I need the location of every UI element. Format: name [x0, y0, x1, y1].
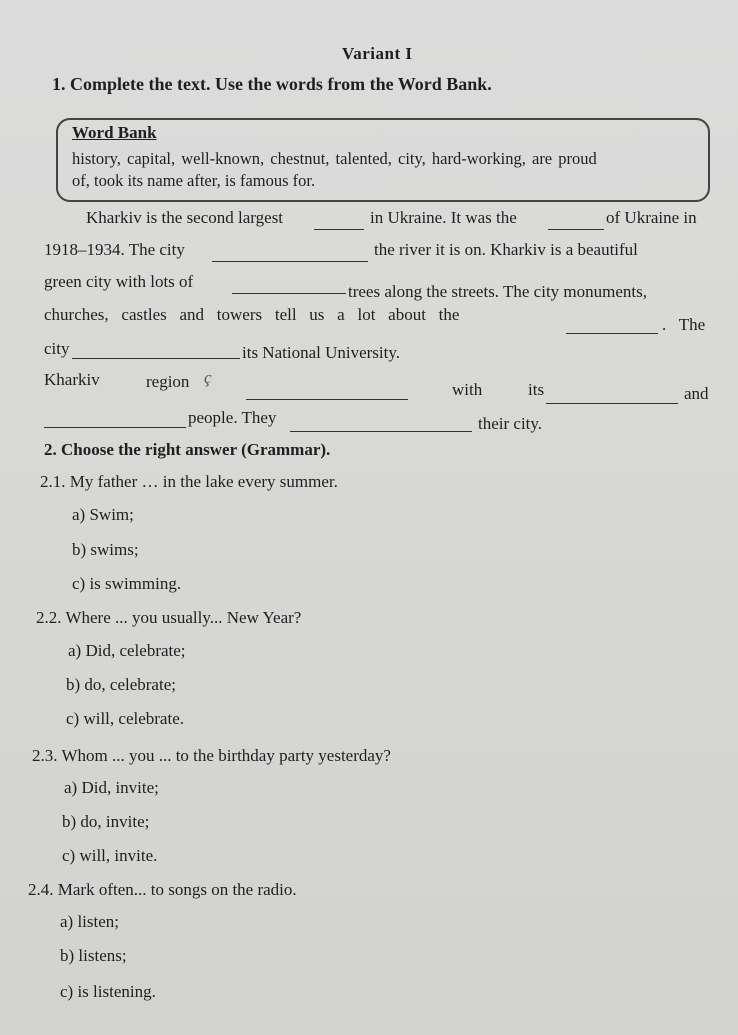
- answer-option: a) Did, celebrate;: [68, 641, 186, 660]
- answer-blank: [232, 292, 346, 294]
- answer-option: b) listens;: [60, 946, 127, 965]
- answer-option: a) Did, invite;: [64, 778, 159, 797]
- answer-blank: [546, 402, 678, 404]
- question-text: 2.1. My father … in the lake every summer.: [40, 472, 338, 491]
- answer-option: b) do, invite;: [62, 812, 150, 831]
- answer-blank: [44, 426, 186, 428]
- question-text: 2.4. Mark often... to songs on the radio.: [28, 880, 297, 899]
- text-fragment: with: [452, 380, 483, 399]
- answer-blank: [566, 332, 658, 334]
- answer-blank: [212, 260, 368, 262]
- text-fragment: its: [528, 380, 545, 399]
- text-fragment: Kharkiv: [44, 370, 100, 389]
- answer-blank: [246, 398, 408, 400]
- answer-option: b) swims;: [72, 540, 139, 559]
- text-fragment: and: [684, 384, 709, 403]
- text-fragment: of Ukraine in: [606, 208, 697, 227]
- text-fragment: green city with lots of: [44, 272, 194, 291]
- answer-blank: [290, 430, 472, 432]
- task2-title: 2. Choose the right answer (Grammar).: [44, 440, 331, 459]
- text-fragment: Kharkiv is the second largest: [86, 208, 284, 227]
- text-fragment: the river it is on. Kharkiv is a beautiful: [374, 240, 638, 259]
- question-text: 2.2. Where ... you usually... New Year?: [36, 608, 302, 627]
- text-fragment: in Ukraine. It was the: [370, 208, 517, 227]
- word-bank-words-line2: of, took its name after, is famous for.: [72, 171, 316, 190]
- text-fragment: 1918–1934. The city: [44, 240, 185, 259]
- answer-blank: [314, 228, 364, 230]
- text-fragment: its National University.: [242, 343, 401, 362]
- handwritten-mark: ç: [204, 368, 212, 387]
- text-fragment: churches, castles and towers tell us a lot about the: [44, 305, 460, 324]
- text-fragment: people. They: [188, 408, 277, 427]
- answer-option: c) will, invite.: [62, 846, 158, 865]
- text-fragment: their city.: [478, 414, 543, 433]
- answer-blank: [72, 357, 240, 359]
- answer-option: c) is swimming.: [72, 574, 182, 593]
- text-fragment: . The: [662, 315, 706, 334]
- answer-blank: [548, 228, 604, 230]
- text-fragment: trees along the streets. The city monuments,: [348, 282, 648, 301]
- answer-option: c) is listening.: [60, 982, 156, 1001]
- variant-heading: Variant I: [342, 44, 413, 63]
- task1-title: 1. Complete the text. Use the words from the Word Bank.: [52, 74, 492, 94]
- word-bank-words-line1: history, capital, well-known, chestnut, talented, city, hard-working, are proud: [72, 149, 597, 168]
- answer-option: c) will, celebrate.: [66, 709, 184, 728]
- text-fragment: city: [44, 339, 70, 358]
- answer-option: a) listen;: [60, 912, 120, 931]
- answer-option: b) do, celebrate;: [66, 675, 176, 694]
- question-text: 2.3. Whom ... you ... to the birthday party yesterday?: [32, 746, 391, 765]
- text-fragment: region: [146, 372, 190, 391]
- word-bank-title: Word Bank: [72, 123, 157, 142]
- answer-option: a) Swim;: [72, 505, 134, 524]
